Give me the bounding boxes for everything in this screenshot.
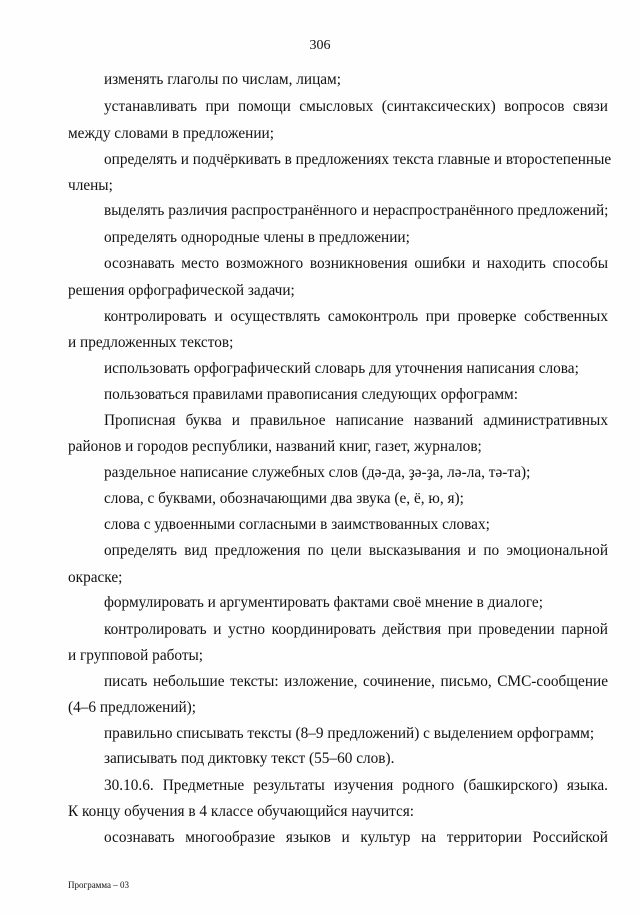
text-line: и групповой работы; [68,647,204,664]
text-line: между словами в предложении; [68,125,274,142]
text-line: (4–6 предложений); [68,699,197,716]
text-line: изменять глаголы по числам, лицам; [104,71,341,88]
text-line: Прописная буква и правильное написание названий административных [104,412,608,429]
text-line: выделять различия распространённого и нераспространённого предложений; [104,202,609,219]
text-line: использовать орфографический словарь для уточнения написания слова; [104,360,579,377]
text-line: осознавать многообразие языков и культур на территории Российской [104,829,608,846]
text-line: районов и городов республики, названий книг, газет, журналов; [68,438,482,455]
text-line: определять вид предложения по цели высказывания и по эмоциональной [104,542,608,559]
text-line: решения орфографической задачи; [68,282,295,299]
text-line: писать небольшие тексты: изложение, сочинение, письмо, СМС-сообщение [104,673,608,690]
text-line: раздельное написание служебных слов (дә-да, ҙә-ҙа, лә-ла, тә-та); [104,464,531,481]
text-line: определять и подчёркивать в предложениях текста главные и второстепенные [104,151,612,168]
text-line: записывать под диктовку текст (55–60 слов). [104,750,395,767]
text-line: контролировать и устно координировать действия при проведении парной [104,621,608,638]
text-line: осознавать место возможного возникновения ошибки и находить способы [104,255,608,272]
text-line: и предложенных текстов; [68,334,234,351]
text-line: слова, с буквами, обозначающими два звука (е, ё, ю, я); [104,490,464,507]
text-line: члены; [68,177,113,194]
text-line: К концу обучения в 4 классе обучающийся научится: [68,803,415,820]
text-line: правильно списывать тексты (8–9 предложений) с выделением орфограмм; [104,725,595,742]
text-line: определять однородные члены в предложении; [104,229,410,246]
text-line: пользоваться правилами правописания следующих орфограмм: [104,386,518,403]
text-line: 30.10.6. Предметные результаты изучения родного (башкирского) языка. [104,777,608,794]
text-line: окраске; [68,569,123,586]
text-line: устанавливать при помощи смысловых (синтаксических) вопросов связи [104,98,608,115]
page-number: 306 [309,38,331,53]
text-line: контролировать и осуществлять самоконтроль при проверке собственных [104,308,608,325]
document-footer: Программа – 03 [68,880,130,890]
text-line: слова с удвоенными согласными в заимствованных словах; [104,516,490,533]
text-line: формулировать и аргументировать фактами своё мнение в диалоге; [104,594,543,611]
